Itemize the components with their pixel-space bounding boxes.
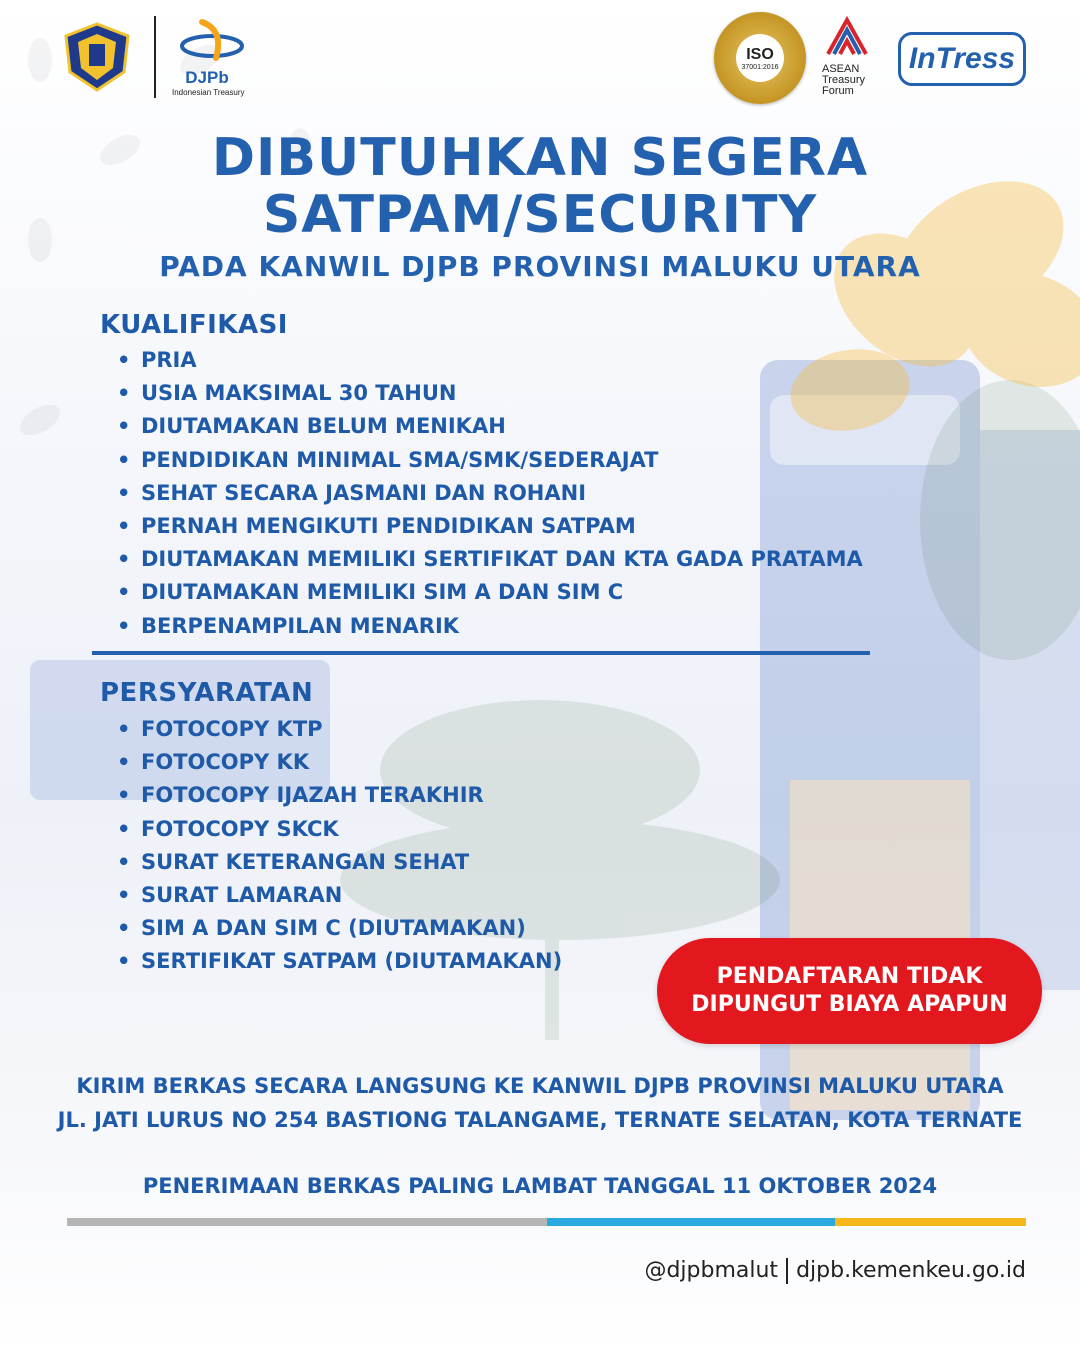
list-item: • DIUTAMAKAN MEMILIKI SIM A DAN SIM C — [117, 576, 863, 609]
social-handle[interactable]: @djpbmalut — [644, 1258, 779, 1283]
kualifikasi-heading: KUALIFIKASI — [100, 310, 288, 340]
kemenkeu-emblem-icon — [62, 22, 132, 92]
djpb-tagline: Indonesian Treasury — [172, 88, 245, 97]
footer-separator — [786, 1258, 788, 1284]
free-registration-notice — [657, 938, 1042, 1044]
iso-number: 37001:2016 — [741, 63, 779, 71]
logo-divider — [154, 16, 156, 98]
list-item: • SIM A DAN SIM C (DIUTAMAKAN) — [117, 912, 562, 945]
list-item: • DIUTAMAKAN BELUM MENIKAH — [117, 410, 863, 443]
list-item: • FOTOCOPY SKCK — [117, 813, 562, 846]
asean-line2: Treasury — [822, 74, 865, 86]
list-item: • PRIA — [117, 344, 863, 377]
kualifikasi-list — [117, 344, 863, 643]
footer-bar-yellow — [835, 1218, 1026, 1226]
iso-badge-inner — [736, 34, 784, 82]
submission-line1: KIRIM BERKAS SECARA LANGSUNG KE KANWIL DJPB PROVINSI MALUKU UTARA — [76, 1074, 1004, 1098]
website-link[interactable]: djpb.kemenkeu.go.id — [796, 1258, 1026, 1283]
footer-bar-gray — [67, 1218, 547, 1226]
persyaratan-list — [117, 713, 562, 979]
list-item: • FOTOCOPY KTP — [117, 713, 562, 746]
footer-contact — [644, 1258, 1026, 1284]
title-line1: DIBUTUHKAN SEGERA — [211, 128, 869, 188]
persyaratan-heading: PERSYARATAN — [100, 678, 314, 708]
subtitle: PADA KANWIL DJPB PROVINSI MALUKU UTARA — [159, 250, 921, 283]
notice-line2: DIPUNGUT BIAYA APAPUN — [691, 992, 1008, 1017]
djpb-name: DJPb — [185, 68, 229, 87]
iso-badge — [714, 12, 806, 104]
list-item: • BERPENAMPILAN MENARIK — [117, 610, 863, 643]
djpb-logo — [172, 18, 262, 97]
list-item: • SERTIFIKAT SATPAM (DIUTAMAKAN) — [117, 945, 562, 978]
list-item: • PERNAH MENGIKUTI PENDIDIKAN SATPAM — [117, 510, 863, 543]
asean-treasury-forum-logo — [822, 10, 882, 97]
title-line2: SATPAM/SECURITY — [262, 185, 818, 245]
list-item: • SEHAT SECARA JASMANI DAN ROHANI — [117, 477, 863, 510]
asean-line3: Forum — [822, 85, 854, 97]
submission-deadline: PENERIMAAN BERKAS PALING LAMBAT TANGGAL 11 OKTOBER 2024 — [142, 1174, 938, 1198]
list-item: • DIUTAMAKAN MEMILIKI SERTIFIKAT DAN KTA GADA PRATAMA — [117, 543, 863, 576]
list-item: • FOTOCOPY IJAZAH TERAKHIR — [117, 779, 562, 812]
iso-label: ISO — [746, 45, 774, 63]
notice-line1: PENDAFTARAN TIDAK — [716, 964, 983, 989]
list-item: • USIA MAKSIMAL 30 TAHUN — [117, 377, 863, 410]
asean-line1: ASEAN — [822, 63, 860, 75]
intress-wordmark: InTress — [908, 42, 1016, 75]
asean-stripes-icon — [822, 10, 872, 60]
list-item: • SURAT KETERANGAN SEHAT — [117, 846, 562, 879]
djpb-swirl-icon — [180, 18, 244, 64]
submission-address: JL. JATI LURUS NO 254 BASTIONG TALANGAME, TERNATE SELATAN, KOTA TERNATE — [57, 1108, 1023, 1132]
intress-logo — [898, 32, 1026, 86]
footer-bar-blue — [547, 1218, 835, 1226]
section-divider — [92, 651, 870, 655]
list-item: • FOTOCOPY KK — [117, 746, 562, 779]
list-item: • SURAT LAMARAN — [117, 879, 562, 912]
list-item: • PENDIDIKAN MINIMAL SMA/SMK/SEDERAJAT — [117, 444, 863, 477]
